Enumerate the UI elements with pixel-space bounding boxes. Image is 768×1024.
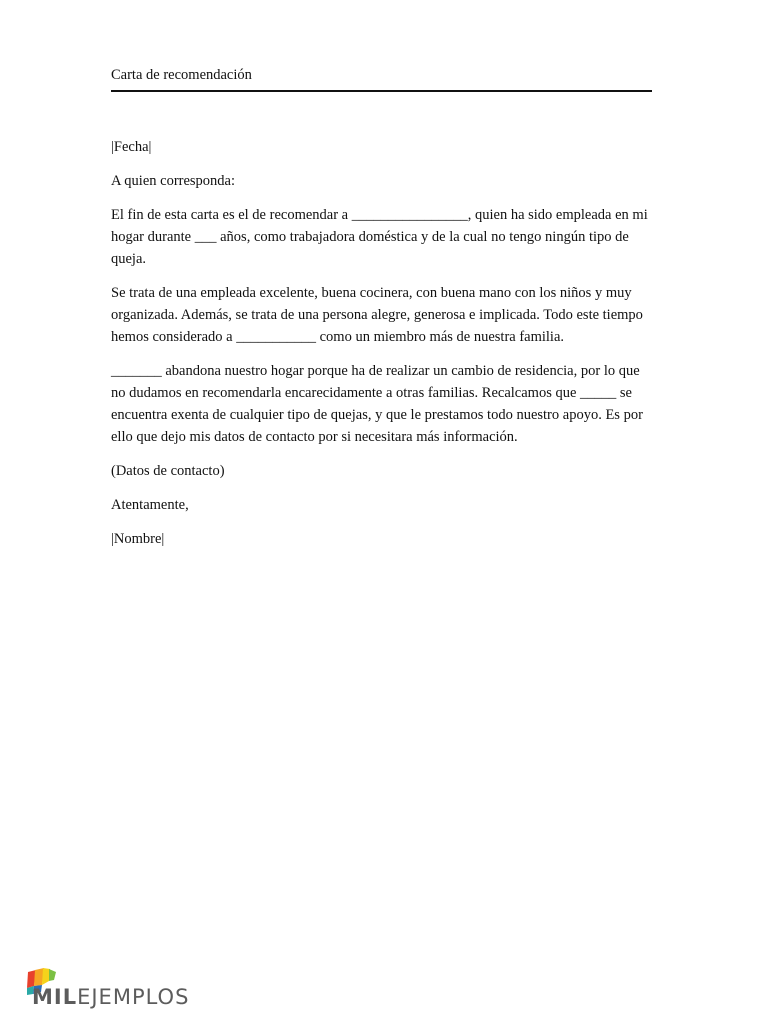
paragraph-3: _______ abandona nuestro hogar porque ha de realizar un cambio de residencia, por lo que no dudamos en recomendarla encarecidamente a otras familias. Recalcamos que _____ se encuentra exenta de cualquier tipo de quejas, y que le prestamos todo nuestro apoyo. Es por ello que dejo mis datos de contacto por si necesitara más información. (111, 363, 643, 445)
letter-body (111, 136, 652, 562)
date-placeholder: |Fecha| (111, 139, 152, 155)
milejemplos-logo (22, 966, 192, 1012)
document-title: Carta de recomendación (111, 67, 252, 83)
logo-wordmark-prefix: MIL (32, 985, 78, 1009)
logo-wordmark (32, 985, 189, 1009)
closing: Atentamente, (111, 497, 189, 513)
logo-wordmark-suffix: EJEMPLOS (77, 985, 190, 1009)
document-header (111, 64, 652, 92)
greeting: A quien corresponda: (111, 173, 236, 189)
paragraph-2: Se trata de una empleada excelente, buena cocinera, con buena mano con los niños y muy organizada. Además, se trata de una persona alegre, generosa e implicada. Todo este tiempo hemos considerado a ___________ como un miembro más de nuestra familia. (111, 285, 643, 345)
paragraph-1: El fin de esta carta es el de recomendar a ________________, quien ha sido empleada en mi hogar durante ___ años, como trabajadora doméstica y de la cual no tengo ningún tipo de queja. (111, 207, 648, 267)
name-placeholder: |Nombre| (111, 531, 165, 547)
contact-details: (Datos de contacto) (111, 463, 225, 479)
